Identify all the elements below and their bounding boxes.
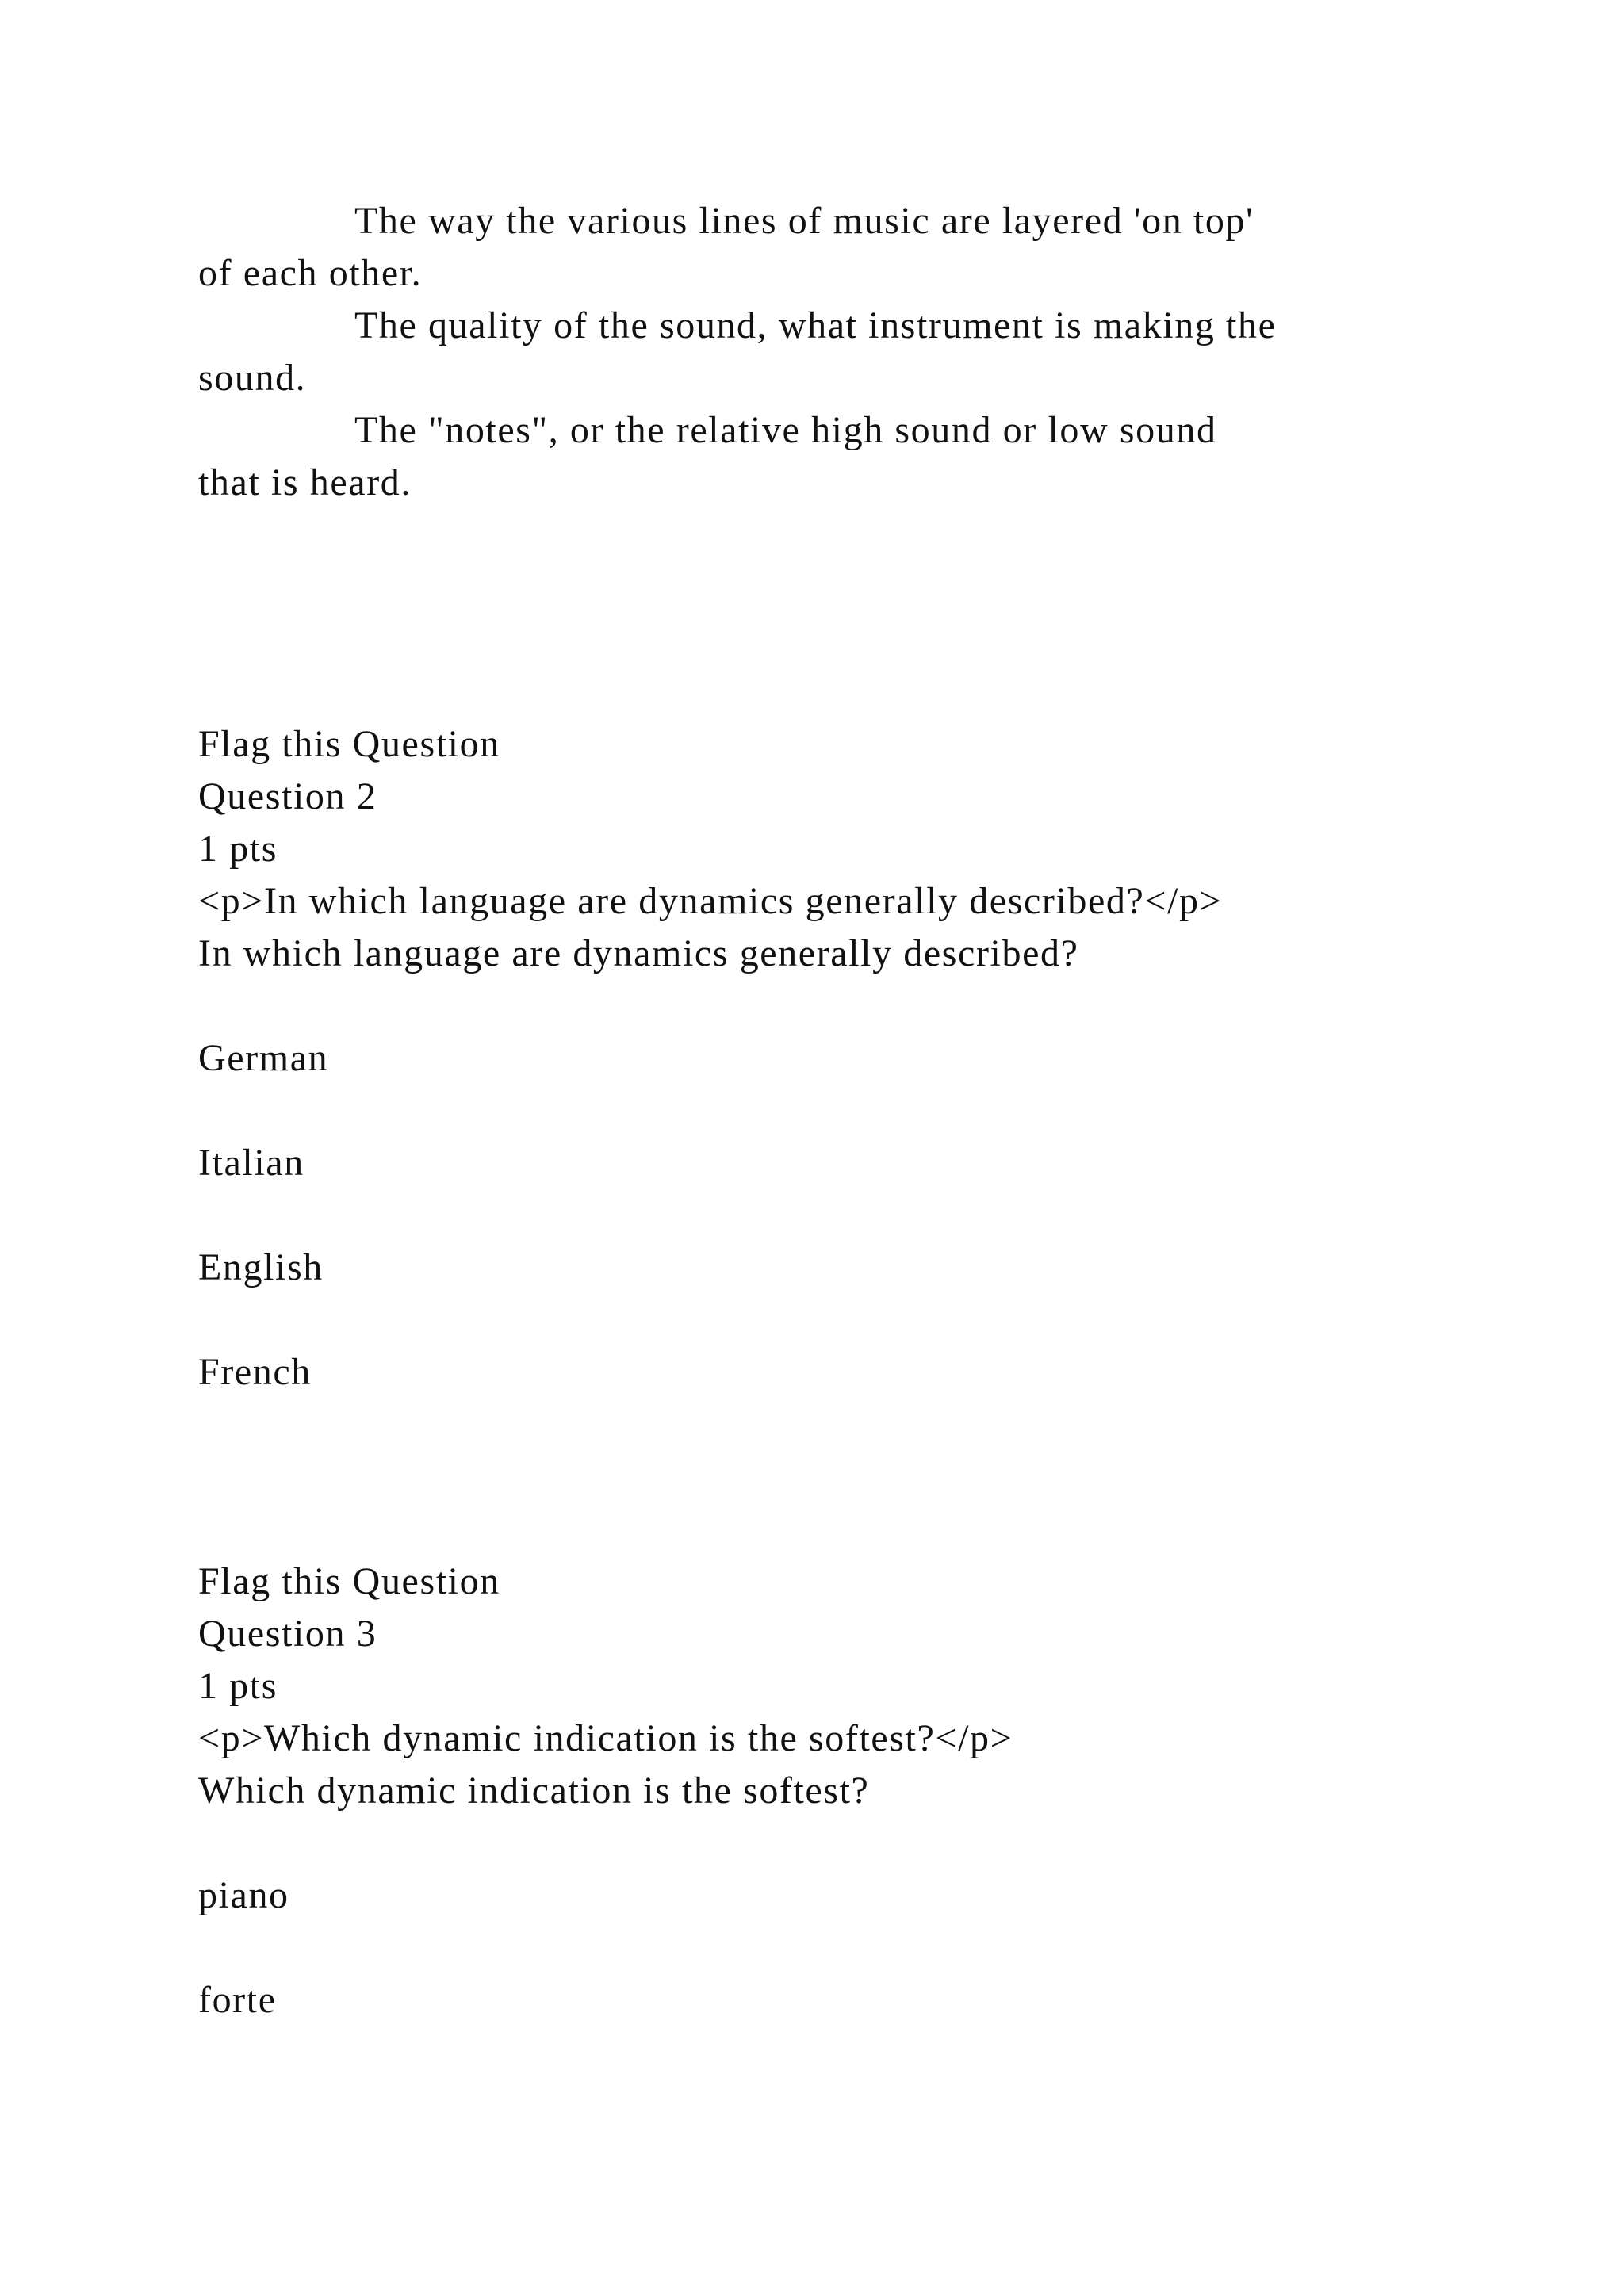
q2-number: Question 2 <box>198 775 377 817</box>
spacer <box>198 1294 1546 1346</box>
q2-points: 1 pts <box>198 828 278 870</box>
q1-option-3-line-1: The "notes", or the relative high sound or low sound <box>354 409 1217 451</box>
q1-option-1-line-1: The way the various lines of music are layered 'on top' <box>354 200 1254 242</box>
spacer <box>198 980 1546 1032</box>
q2-option-french[interactable]: French <box>198 1351 312 1393</box>
spacer <box>198 1189 1546 1242</box>
q2-html-prompt: <p>In which language are dynamics generally described?</p> <box>198 880 1223 922</box>
q1-option-1-line-2: of each other. <box>198 252 423 294</box>
spacer <box>198 509 1546 718</box>
spacer <box>198 1817 1546 1869</box>
q1-option-2-line-2: sound. <box>198 357 307 399</box>
q1-option-3-line-2: that is heard. <box>198 461 412 503</box>
q2-option-german[interactable]: German <box>198 1037 329 1079</box>
q3-flag-link[interactable]: Flag this Question <box>198 1560 500 1602</box>
spacer <box>198 1085 1546 1137</box>
q1-option-2-line-1: The quality of the sound, what instrument is making the <box>354 304 1277 346</box>
q3-option-forte[interactable]: forte <box>198 1979 277 2021</box>
q2-prompt: In which language are dynamics generally described? <box>198 932 1079 974</box>
q2-flag-link[interactable]: Flag this Question <box>198 723 500 765</box>
q3-option-piano[interactable]: piano <box>198 1874 289 1916</box>
q3-number: Question 3 <box>198 1613 377 1655</box>
q3-prompt: Which dynamic indication is the softest? <box>198 1770 870 1812</box>
q2-option-italian[interactable]: Italian <box>198 1142 304 1184</box>
spacer <box>198 1399 1546 1556</box>
q3-html-prompt: <p>Which dynamic indication is the softest?</p> <box>198 1717 1013 1759</box>
q2-option-english[interactable]: English <box>198 1246 324 1288</box>
spacer <box>198 1922 1546 1974</box>
q3-points: 1 pts <box>198 1665 278 1707</box>
document-page <box>198 195 1546 2026</box>
